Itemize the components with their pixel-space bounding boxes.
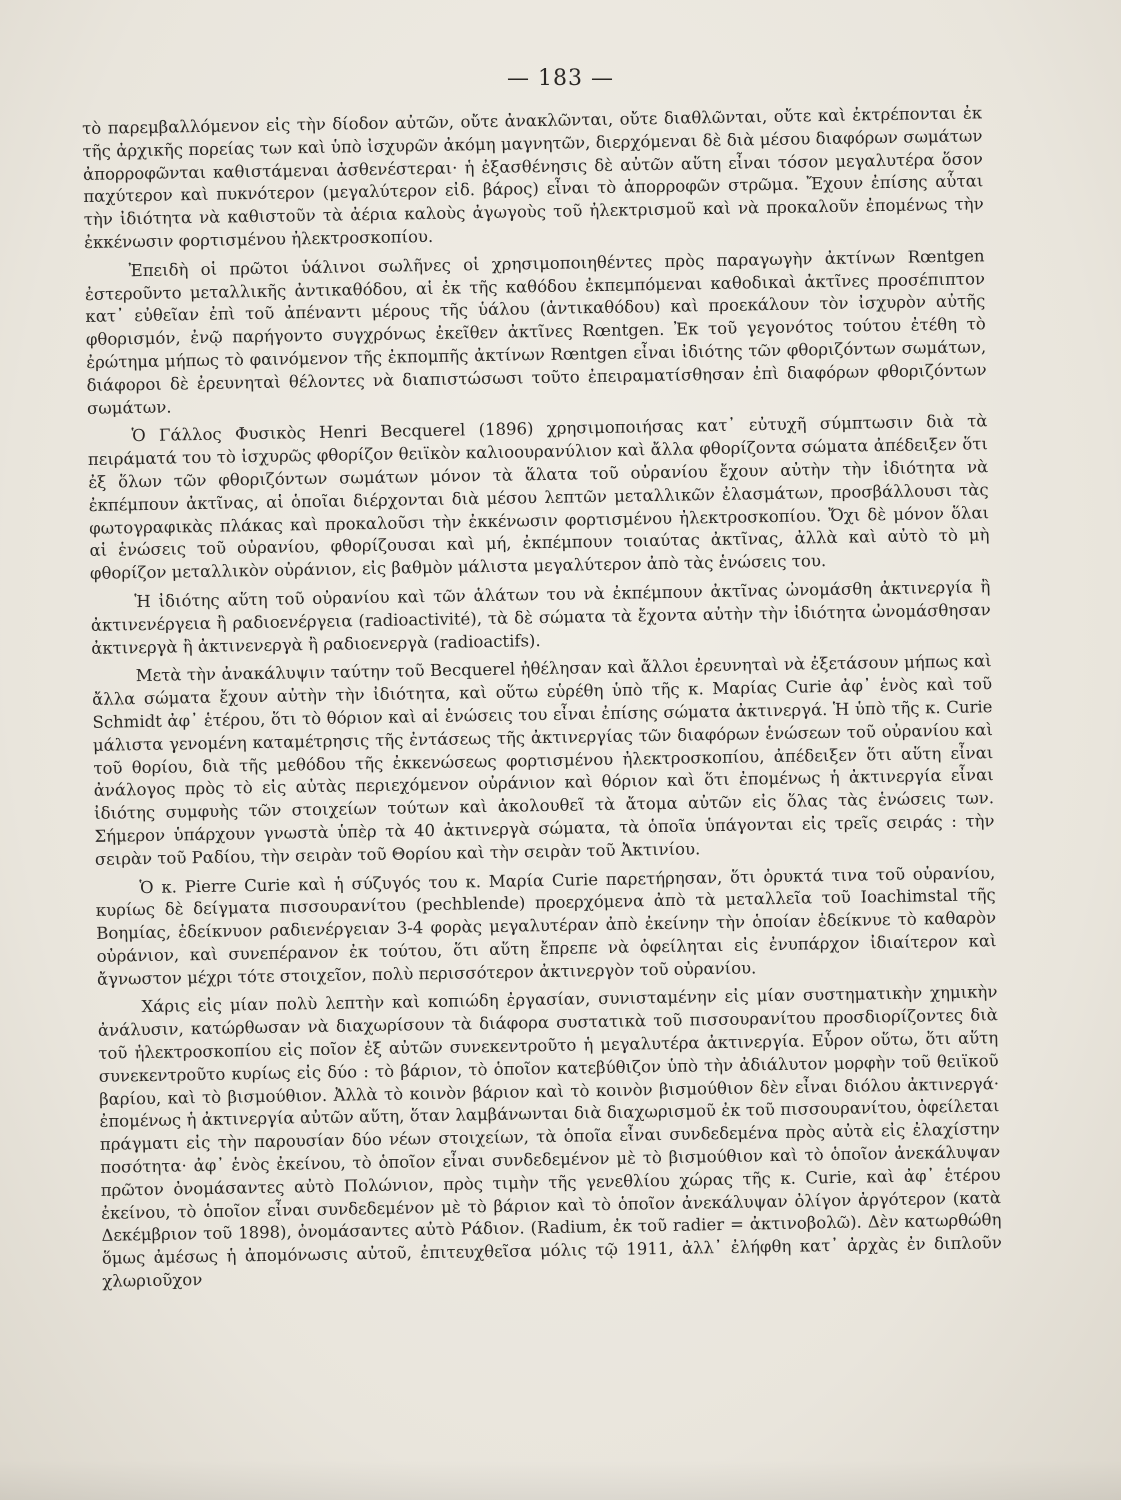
page-body (82, 102, 1002, 1293)
page-number: — 183 — (507, 66, 614, 91)
paragraph-curie-thorium: Μετὰ τὴν ἀνακάλυψιν ταύτην τοῦ Becquerel ἠθέλησαν καὶ ἄλλοι ἐρευνηταὶ νὰ ἐξετάσουν μήπως καὶ ἄλλα σώματα ἔχουν αὐτὴν τὴν ἰδιότητα, καὶ οὕτω εὑρέθη ὑπὸ τῆς κ. Μαρίας Curie ἀφ᾽ ἑνὸς καὶ τοῦ Schmidt ἀφ᾽ ἑτέρου, ὅτι τὸ θόριον καὶ αἱ ἑνώσεις του εἶναι ἐπίσης σώματα ἀκτινεργά. Ἡ ὑπὸ τῆς κ. Curie μάλιστα γενομένη καταμέτρησις τῆς ἐντάσεως τῆς ἀκτινεργίας τῶν διαφόρων ἑνώσεων τοῦ οὐρανίου καὶ τοῦ θορίου, διὰ τῆς μεθόδου τῆς ἐκκενώσεως φορτισμένου ἠλεκτροσκοπίου, ἀπέδειξεν ὅτι αὕτη εἶναι ἀνάλογος πρὸς τὸ εἰς αὐτὰς περιεχόμενον οὐράνιον καὶ θόριον καὶ ὅτι ἐπομένως ἡ ἀκτινεργία εἶναι ἰδιότης συμφυὴς τῶν στοιχείων τούτων καὶ ἀκολουθεῖ τὰ ἄτομα αὐτῶν εἰς ὅλας τὰς ἑνώσεις των. Σήμερον ὑπάρχουν γνωστὰ ὑπὲρ τὰ 40 ἀκτινεργὰ σώματα, τὰ ὁποῖα ὑπάγονται εἰς τρεῖς σειράς : τὴν σειρὰν τοῦ Ραδίου, τὴν σειρὰν τοῦ Θορίου καὶ τὴν σειρὰν τοῦ Ἀκτινίου. (91, 651, 995, 869)
page-edge-shadow (0, 1460, 1121, 1500)
paragraph-roentgen-tubes: Ἐπειδὴ οἱ πρῶτοι ὑάλινοι σωλῆνες οἱ χρησιμοποιηθέντες πρὸς παραγωγὴν ἀκτίνων Rœntgen ἐστεροῦντο μεταλλικῆς ἀντικαθόδου, αἱ ἐκ τῆς καθόδου ἐκπεμπόμεναι καθοδικαὶ ἀκτῖνες προσέπιπτον κατ᾽ εὐθεῖαν ἐπὶ τοῦ ἀπέναντι μέρους τῆς ὑάλου (ἀντικαθόδου) καὶ προεκάλουν τὸν ἰσχυρὸν αὐτῆς φθορισμόν, ἐνῷ παρήγοντο συγχρόνως ἐκεῖθεν ἀκτῖνες Rœntgen. Ἐκ τοῦ γεγονότος τούτου ἐτέθη τὸ ἐρώτημα μήπως τὸ φαινόμενον τῆς ἐκπομπῆς ἀκτίνων Rœntgen εἶναι ἰδιότης τῶν φθοριζόντων σωμάτων, διάφοροι δὲ ἐρευνηταὶ θέλοντες νὰ διαπιστώσωσι τοῦτο ἐπειραματίσθησαν ἐπὶ διαφόρων φθοριζόντων σωμάτων. (84, 246, 987, 418)
paragraph-radioactivity-definition: Ἡ ἰδιότης αὕτη τοῦ οὐρανίου καὶ τῶν ἁλάτων του νὰ ἐκπέμπουν ἀκτῖνας ὠνομάσθη ἀκτινεργία ἢ ἀκτινενέργεια ἢ ραδιοενέργεια (radioactivité), τὰ δὲ σώματα τὰ ἔχοντα αὐτὴν τὴν ἰδιότητα ὠνομάσθησαν ἀκτινεργὰ ἢ ἀκτινενεργὰ ἢ ραδιοενεργὰ (radioactifs). (90, 577, 991, 658)
paragraph-becquerel: Ὁ Γάλλος Φυσικὸς Henri Becquerel (1896) χρησιμοποιήσας κατ᾽ εὐτυχῆ σύμπτωσιν διὰ τὰ πειράματά του τὸ ἰσχυρῶς φθορίζον θειϊκὸν καλιοουρανύλιον καὶ ἄλλα φθορίζοντα σώματα ἀπέδειξεν ὅτι ἐξ ὅλων τῶν φθοριζόντων σωμάτων μόνον τὰ ἅλατα τοῦ οὐρανίου ἔχουν αὐτὴν τὴν ἰδιότητα νὰ ἐκπέμπουν ἀκτῖνας, αἱ ὁποῖαι διέρχονται διὰ μέσου λεπτῶν μεταλλικῶν ἐλασμάτων, προσβάλλουσι τὰς φωτογραφικὰς πλάκας καὶ προκαλοῦσι τὴν ἐκκένωσιν φορτισμένου ἠλεκτροσκοπίου. Ὄχι δὲ μόνον ὅλαι αἱ ἑνώσεις τοῦ οὐρανίου, φθορίζουσαι καὶ μή, ἐκπέμπουν τοιαύτας ἀκτῖνας, ἀλλὰ καὶ αὐτὸ τὸ μὴ φθορίζον μεταλλικὸν οὐράνιον, εἰς βαθμὸν μάλιστα μεγαλύτερον ἀπὸ τὰς ἑνώσεις του. (87, 411, 990, 584)
paragraph-pitchblende: Ὁ κ. Pierre Curie καὶ ἡ σύζυγός του κ. Μαρία Curie παρετήρησαν, ὅτι ὀρυκτά τινα τοῦ οὐρανίου, κυρίως δὲ δείγματα πισσουρανίτου (pechblende) προερχόμενα ἀπὸ τὰ μεταλλεῖα τοῦ Ioachimstal τῆς Βοημίας, ἐδείκνυον ραδιενέργειαν 3-4 φορὰς μεγαλυτέραν ἀπὸ ἐκείνην τὴν ὁποίαν ἐδείκνυε τὸ καθαρὸν οὐράνιον, καὶ συνεπέρανον ἐκ τούτου, ὅτι αὕτη ἔπρεπε νὰ ὀφείληται εἰς ἐνυπάρχον ἰδιαίτερον καὶ ἄγνωστον μέχρι τότε στοιχεῖον, πολὺ περισσότερον ἀκτινεργὸν τοῦ οὐρανίου. (95, 862, 997, 989)
paragraph-continuation: τὸ παρεμβαλλόμενον εἰς τὴν δίοδον αὐτῶν, οὔτε ἀνακλῶνται, οὔτε διαθλῶνται, οὔτε καὶ ἐκτρέπονται ἐκ τῆς ἀρχικῆς πορείας των καὶ ὑπὸ ἰσχυρῶν ἀκόμη μαγνητῶν, διερχόμεναι δὲ διὰ μέσου διαφόρων σωμάτων ἀπορροφῶνται καθιστάμεναι ἀσθενέστεραι· ἡ ἐξασθένησις δὲ αὐτῶν αὕτη εἶναι τόσον μεγαλυτέρα ὅσον παχύτερον καὶ πυκνότερον (μεγαλύτερον εἰδ. βάρος) εἶναι τὸ ἀπορροφῶν στρῶμα. Ἔχουν ἐπίσης αὗται τὴν ἰδιότητα νὰ καθιστοῦν τὰ ἀέρια καλοὺς ἀγωγοὺς τοῦ ἠλεκτρισμοῦ καὶ νὰ προκαλοῦν ἐπομένως τὴν ἐκκένωσιν φορτισμένου ἠλεκτροσκοπίου. (82, 103, 984, 252)
paragraph-polonium-radium: Χάρις εἰς μίαν πολὺ λεπτὴν καὶ κοπιώδη ἐργασίαν, συνισταμένην εἰς μίαν συστηματικὴν χημικὴν ἀνάλυσιν, κατώρθωσαν νὰ διαχωρίσουν τὰ διάφορα συστατικὰ τοῦ πισσουρανίτου προσδιορίζοντες διὰ τοῦ ἠλεκτροσκοπίου εἰς ποῖον ἐξ αὐτῶν συνεκεντροῦτο ἡ μεγαλυτέρα ἀκτινεργία. Εὗρον οὕτω, ὅτι αὕτη συνεκεντροῦτο κυρίως εἰς δύο : τὸ βάριον, τὸ ὁποῖον κατεβύθιζον ὑπὸ τὴν ἀδιάλυτον μορφὴν τοῦ θειϊκοῦ βαρίου, καὶ τὸ βισμούθιον. Ἀλλὰ τὸ κοινὸν βάριον καὶ τὸ κοινὸν βισμούθιον δὲν εἶναι διόλου ἀκτινεργά· ἐπομένως ἡ ἀκτινεργία αὐτῶν αὕτη, ὅταν λαμβάνωνται διὰ διαχωρισμοῦ ἐκ τοῦ πισσουρανίτου, ὀφείλεται πράγματι εἰς τὴν παρουσίαν δύο νέων στοιχείων, τὰ ὁποῖα εἶναι συνδεδεμένα πρὸς αὐτὰ εἰς ἐλαχίστην ποσότητα· ἀφ᾽ ἑνὸς ἐκείνου, τὸ ὁποῖον εἶναι συνδεδεμένον μὲ τὸ βισμούθιον καὶ τὸ ὁποῖον ἀνεκάλυψαν πρῶτον ὀνομάσαντες αὐτὸ Πολώνιον, πρὸς τιμὴν τῆς γενεθλίου χώρας τῆς κ. Curie, καὶ ἀφ᾽ ἑτέρου ἐκείνου, τὸ ὁποῖον εἶναι συνδεδεμένον μὲ τὸ βάριον καὶ τὸ ὁποῖον ἀνεκάλυψαν ὀλίγον ἀργότερον (κατὰ Δεκέμβριον τοῦ 1898), ὀνομάσαντες αὐτὸ Ράδιον. (Radium, ἐκ τοῦ radier = ἀκτινοβολῶ). Δὲν κατωρθώθη ὅμως ἀμέσως ἡ ἀπομόνωσις αὐτοῦ, ἐπιτευχθεῖσα μόλις τῷ 1911, ἀλλ᾽ ἐλήφθη κατ᾽ ἀρχὰς ἐν διπλοῦν χλωριοῦχον (97, 982, 1002, 1291)
